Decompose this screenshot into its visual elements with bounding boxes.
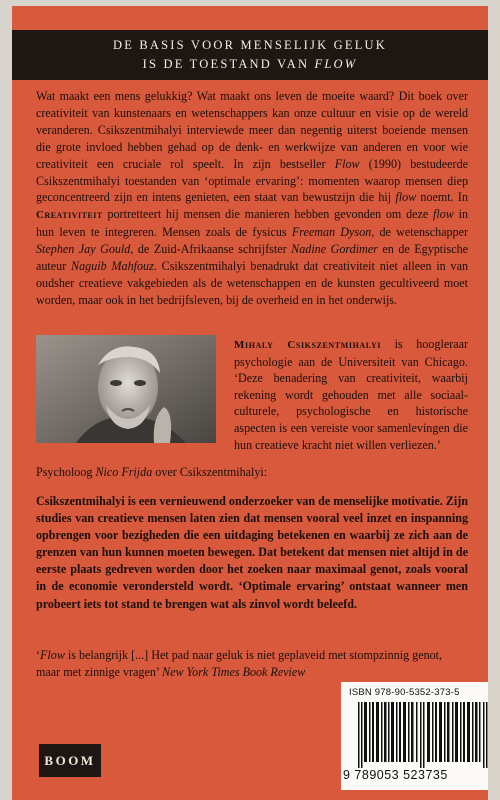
publisher-logo: BOOM	[39, 744, 101, 777]
barcode-icon	[358, 702, 488, 768]
barcode-box	[341, 682, 488, 790]
description-paragraph: Wat maakt een mens gelukkig? Wat maakt ons leven de moeite waard? Dit boek over creativiteit van kunstenaars en wetenschappers kan onze cultuur en visie op de wereld veranderen. Csikszentmihalyi interviewde meer dan negentig uiterst boeiende mensen die grote invloed hebben gehad op de denk- en werkwijze van anderen en voor wie creativiteit een cruciale rol speelt. In zijn bestseller Flow (1990) bestudeerde Csikszentmihalyi toestanden van ‘optimale ervaring’: momenten waarop mensen diep geconcentreerd zijn en intens genieten, een staat van bewustzijn die hij flow noemt. In Creativiteit portretteert hij mensen die manieren hebben gevonden om deze flow in hun leven te integreren. Mensen zoals de fysicus Freeman Dyson, de wetenschapper Stephen Jay Gould, de Zuid-Afrikaanse schrijfster Nadine Gordimer en de Egyptische auteur Naguib Mahfouz. Csikszentmihalyi benadrukt dat creativiteit niet alleen in van oudsher creatieve vakgebieden als de wetenschappen en de kunsten gecultiveerd moet worden, maar ook in het bedrijfsleven, bij de overheid en in het onderwijs.	[36, 89, 469, 307]
book-back-cover	[12, 6, 488, 800]
endorsement-quote: Csikszentmihalyi is een vernieuwend onderzoeker van de menselijke motivatie. Zijn studies van creatieve mensen laten zien dat mensen vooral veel inzet en inspanning opbrengen voor bezigheden die een uitdaging betekenen en waarbij ze zich aan de grenzen van hun kunnen moeten bewegen. Dat betekent dat mensen niet altijd in de eerste plaats gedreven worden door het zoeken naar maximaal genot, zoals vooral in de economie verondersteld wordt. ‘Optimale ervaring’ ontstaat wanneer men probeert iets tot stand te brengen wat als zinvol wordt beleefd.	[36, 494, 468, 611]
author-bio: Mihaly Csikszentmihalyi is hoogleraar psychologie aan de Universiteit van Chicago. ‘Deze benadering van creativiteit, waarbij rekening wordt gehouden met alle sociaal-culturele, psychologische en historische aspecten is een vereiste voor samenlevingen die hun creatieve kracht niet willen verliezen.’	[234, 337, 468, 452]
quote-attribution: Psycholoog Nico Frijda over Csikszentmihalyi:	[36, 465, 268, 479]
press-review: ‘Flow is belangrijk [...] Het pad naar geluk is niet geplaveid met stompzinnig genot, maar met zinnige vragen’ New York Times Book Review	[36, 648, 443, 679]
header-banner	[12, 30, 488, 80]
header-line-1: DE BASIS VOOR MENSELIJK GELUK	[113, 38, 387, 52]
barcode-digits: 9 789053 523735	[343, 768, 448, 782]
header-line-2: IS DE TOESTAND VAN FLOW	[142, 57, 358, 71]
author-photo	[36, 335, 216, 443]
isbn-label: ISBN 978-90-5352-373-5	[349, 687, 460, 698]
